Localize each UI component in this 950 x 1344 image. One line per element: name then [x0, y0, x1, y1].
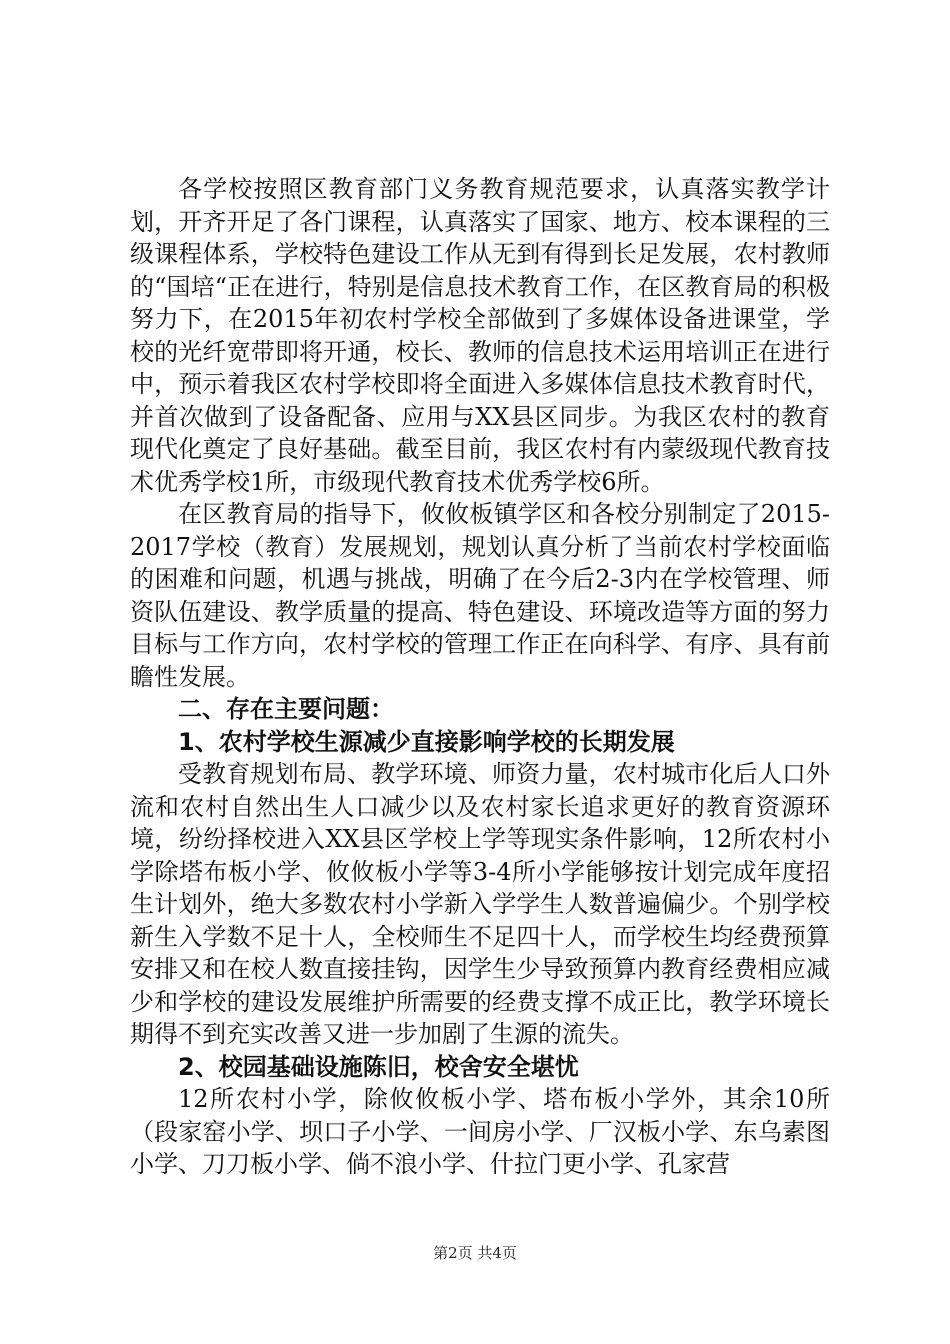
paragraph-teaching-plan: 各学校按照区教育部门义务教育规范要求，认真落实教学计划，开齐开足了各门课程，认真落实了国家、地方、校本课程的三级课程体系，学校特色建设工作从无到有得到长足发展，农村教师的“国培“正在进行，特别是信息技术教育工作，在区教育局的积极努力下，在2015年初农村学校全部做到了多媒体设备进课堂，学校的光纤宽带即将开通，校长、教师的信息技术运用培训正在进行中，预示着我区农村学校即将全面进入多媒体信息技术教育时代，并首次做到了设备配备、应用与XX县区同步。为我区农村的教育现代化奠定了良好基础。截至目前，我区农村有内蒙级现代教育技术优秀学校1所，市级现代教育技术优秀学校6所。: [130, 175, 830, 496]
subheading-infrastructure: 2、校园基础设施陈旧，校舍安全堪忧: [178, 1052, 579, 1081]
document-body: [130, 173, 830, 1181]
subheading-student-decline: 1、农村学校生源减少直接影响学校的长期发展: [178, 727, 675, 756]
paragraph-infrastructure: 12所农村小学，除攸攸板小学、塔布板小学外，其余10所（段家窑小学、坝口子小学、一间房小学、厂汉板小学、东乌素图小学、刀刀板小学、倘不浪小学、什拉门更小学、孔家营: [130, 1085, 830, 1178]
paragraph-development-plan: 在区教育局的指导下，攸攸板镇学区和各校分别制定了2015-2017学校（教育）发展规划，规划认真分析了当前农村学校面临的困难和问题，机遇与挑战，明确了在今后2-3内在学校管理、师资队伍建设、教学质量的提高、特色建设、环境改造等方面的努力目标与工作方向，农村学校的管理工作正在向科学、有序、具有前瞻性发展。: [130, 500, 830, 691]
section-heading-main-problems: 二、存在主要问题：: [178, 695, 394, 723]
paragraph-student-decline: 受教育规划布局、教学环境、师资力量，农村城市化后人口外流和农村自然出生人口减少以及农村家长追求更好的教育资源环境，纷纷择校进入XX县区学校上学等现实条件影响，12所农村小学除塔布板小学、攸攸板小学等3-4所小学能够按计划完成年度招生计划外，绝大多数农村小学新入学学生人数普遍偏少。个别学校新生入学数不足十人，全校师生不足四十人，而学校生均经费预算安排又和在校人数直接挂钩，因学生少导致预算内教育经费相应减少和学校的建设发展维护所需要的经费支撑不成正比，教学环境长期得不到充实改善又进一步加剧了生源的流失。: [130, 760, 830, 1048]
page-number-footer: 第2页 共4页: [433, 1244, 517, 1262]
